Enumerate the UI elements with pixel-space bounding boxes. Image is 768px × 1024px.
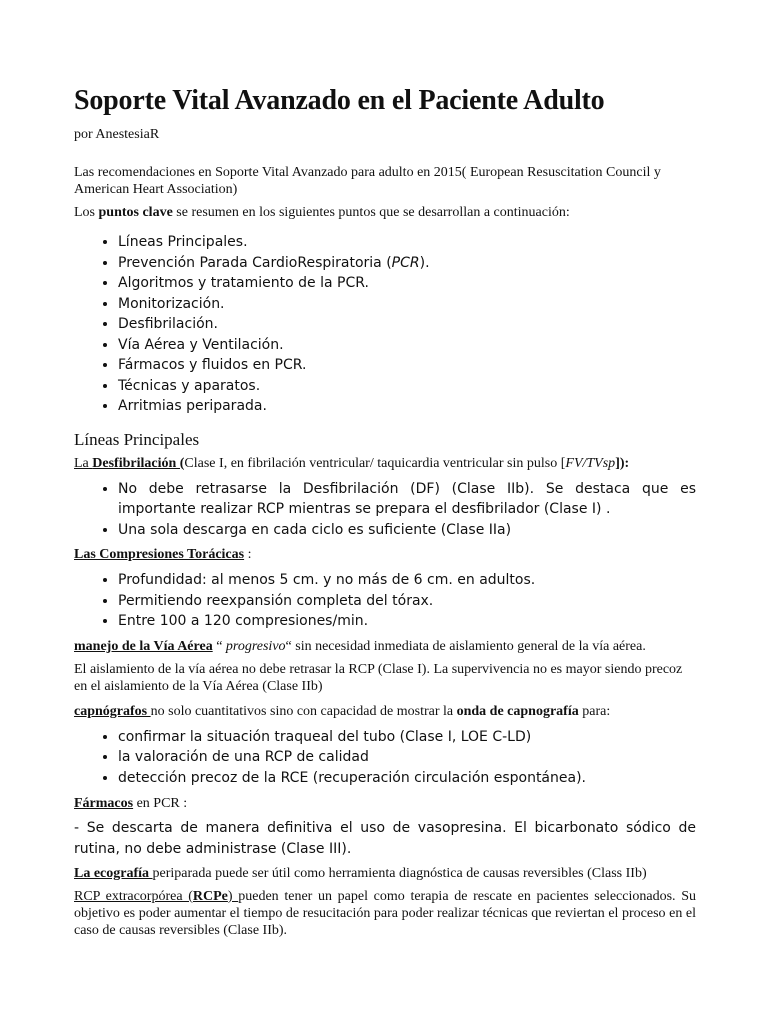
list-item: • la valoración de una RCP de calidad	[118, 747, 696, 768]
keypoints-post: se resumen en los siguientes puntos que se desarrollan a continuación:	[172, 205, 570, 220]
list-item: • Monitorización.	[118, 294, 696, 315]
list-item: • confirmar la situación traqueal del tubo (Clase I, LOE C-LD)	[118, 727, 696, 748]
list-item: • Vía Aérea y Ventilación.	[118, 335, 696, 356]
rcpe-term: RCPe	[192, 889, 228, 904]
rcpe-paragraph: RCP extracorpórea (RCPe) pueden tener un papel como terapia de rescate en pacientes seleccionados. Su objetivo es poder aumentar el tiempo de resucitación para poder realizar técnicas que reviertan el proceso en el caso de causas reversibles (Clase IIb).	[74, 889, 696, 938]
list-item: • Permitiendo reexpansión completa del tórax.	[118, 591, 696, 612]
list-item: • Líneas Principales.	[118, 232, 696, 253]
via-aerea-detail: El aislamiento de la vía aérea no debe retrasar la RCP (Clase I). La supervivencia no es mayor siendo precoz en el aislamiento de la Vía Aérea (Clase IIb)	[74, 661, 683, 694]
list-item: • Desfibrilación.	[118, 314, 696, 335]
farmacos-term: Fármacos	[74, 796, 134, 811]
desfib-term: Desfibrilación (	[92, 455, 185, 471]
desfib-paragraph: La Desfibrilación (Clase I, en fibrilación ventricular/ taquicardia ventricular sin pulso [FV/TVsp]):	[74, 455, 630, 471]
ecografia-term: La ecografía	[74, 866, 153, 881]
list-item: • Algoritmos y tratamiento de la PCR.	[118, 273, 696, 294]
capno-paragraph: capnógrafos no solo cuantitativos sino con capacidad de mostrar la onda de capnografía para:	[74, 703, 611, 719]
list-item: • Una sola descarga en cada ciclo es suficiente (Clase IIa)	[118, 520, 696, 541]
keypoints-paragraph	[74, 204, 696, 221]
author-line: por AnestesiaR	[74, 127, 160, 142]
list-item: • Fármacos y fluidos en PCR.	[118, 355, 696, 376]
list-item: • Arritmias periparada.	[118, 396, 696, 417]
key-points-list	[74, 232, 696, 417]
compresiones-term: Las Compresiones Torácicas	[74, 547, 245, 562]
capno-list	[74, 727, 696, 789]
capno-term: capnógrafos	[74, 703, 151, 719]
desfib-list	[74, 479, 696, 541]
compresiones-paragraph: Las Compresiones Torácicas :	[74, 547, 252, 562]
list-item: • Prevención Parada CardioRespiratoria (PCR).	[118, 253, 696, 274]
list-item: • Entre 100 a 120 compresiones/min.	[118, 611, 696, 632]
list-item: • detección precoz de la RCE (recuperación circulación espontánea).	[118, 768, 696, 789]
farmacos-detail: - Se descarta de manera definitiva el uso de vasopresina. El bicarbonato sódico de rutina, no debe administrase (Clase III).	[74, 820, 696, 857]
list-item: • Profundidad: al menos 5 cm. y no más de 6 cm. en adultos.	[118, 570, 696, 591]
list-item: • No debe retrasarse la Desfibrilación (DF) (Clase IIb). Se destaca que es importante realizar RCP mientras se prepara el desfibrilador (Clase I) .	[118, 479, 696, 520]
keypoints-bold: puntos clave	[98, 205, 173, 220]
ecografia-paragraph: La ecografía periparada puede ser útil como herramienta diagnóstica de causas reversibles (Class IIb)	[74, 866, 647, 881]
intro-paragraph: Las recomendaciones en Soporte Vital Avanzado para adulto en 2015( European Resuscitation Council y American Heart Association)	[74, 165, 661, 197]
via-aerea-term: manejo de la Vía Aérea	[74, 638, 213, 654]
keypoints-pre: Los	[74, 205, 99, 220]
list-item: • Técnicas y aparatos.	[118, 376, 696, 397]
section-heading-lineas: Líneas Principales	[74, 429, 200, 449]
via-aerea-paragraph: manejo de la Vía Aérea “ progresivo“ sin necesidad inmediata de aislamiento general de la vía aérea.	[74, 638, 646, 654]
compresiones-list	[74, 570, 696, 632]
farmacos-paragraph: Fármacos en PCR :	[74, 796, 188, 811]
page-title: Soporte Vital Avanzado en el Paciente Adulto	[74, 85, 605, 116]
